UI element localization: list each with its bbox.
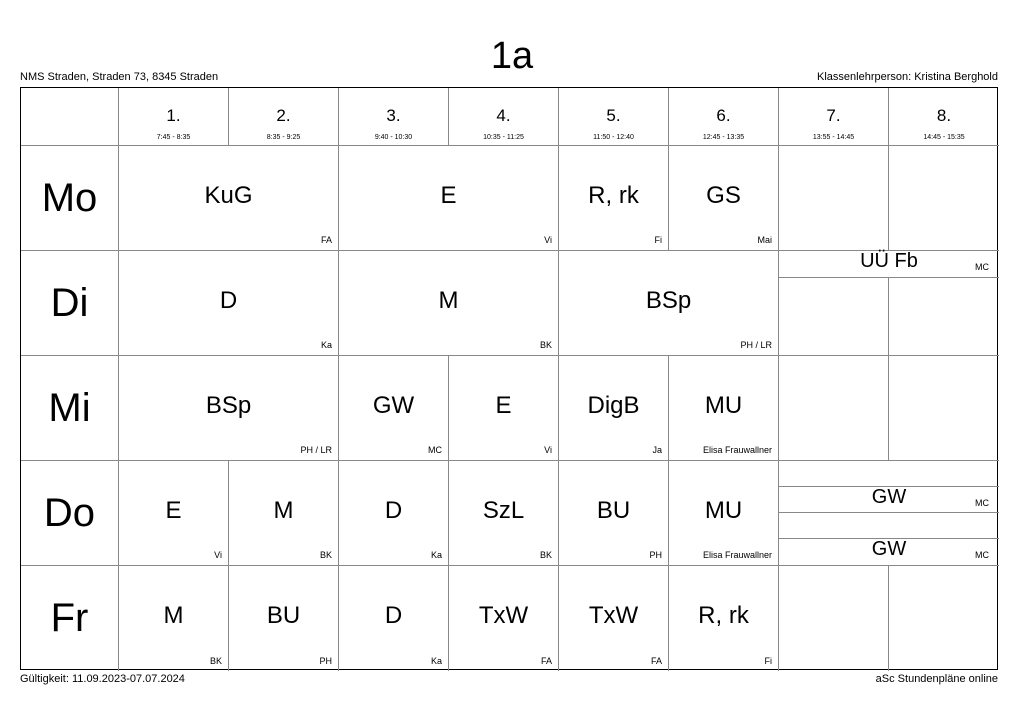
lesson-teacher: FA xyxy=(320,235,332,245)
class-title: 1a xyxy=(490,35,534,77)
period-header xyxy=(559,88,669,146)
lesson-cell[interactable] xyxy=(119,146,339,251)
period-time: 13:55 - 14:45 xyxy=(812,134,855,141)
lesson-subject: R, rk xyxy=(588,182,639,209)
lesson-subject: TxW xyxy=(588,602,639,629)
lesson-subject: GW xyxy=(871,538,907,560)
period-time: 14:45 - 15:35 xyxy=(923,134,965,141)
lesson-cell[interactable] xyxy=(339,251,559,356)
lesson-cell[interactable] xyxy=(449,566,559,671)
period-time: 10:35 - 11:25 xyxy=(483,134,524,141)
lesson-subject: E xyxy=(165,497,182,524)
lesson-cell[interactable] xyxy=(779,251,999,278)
period-number: 2. xyxy=(276,106,291,125)
lesson-cell[interactable] xyxy=(559,146,669,251)
lesson-teacher: MC xyxy=(428,445,442,455)
empty-cell xyxy=(779,513,999,539)
timetable-grid xyxy=(20,87,998,670)
period-time: 7:45 - 8:35 xyxy=(156,134,191,141)
lesson-subject: GW xyxy=(372,392,415,419)
lesson-subject: D xyxy=(384,497,403,524)
lesson-teacher: PH xyxy=(649,550,662,560)
lesson-cell[interactable] xyxy=(559,356,669,461)
lesson-subject: M xyxy=(163,602,184,629)
lesson-cell[interactable] xyxy=(559,251,779,356)
period-header xyxy=(339,88,449,146)
lesson-subject: MU xyxy=(704,392,743,419)
lesson-teacher: Vi xyxy=(544,235,552,245)
period-time: 8:35 - 9:25 xyxy=(266,134,301,141)
period-number: 7. xyxy=(826,106,841,125)
period-time: 11:50 - 12:40 xyxy=(593,134,634,141)
lesson-teacher: BK xyxy=(209,656,222,666)
lesson-cell[interactable] xyxy=(339,146,559,251)
lesson-teacher: BK xyxy=(539,550,552,560)
lesson-cell[interactable] xyxy=(119,251,339,356)
period-number: 8. xyxy=(936,106,952,125)
period-header xyxy=(779,88,889,146)
day-label: Do xyxy=(21,461,119,566)
lesson-teacher: Ka xyxy=(430,656,442,666)
period-header xyxy=(119,88,229,146)
empty-cell xyxy=(779,566,889,671)
software-credit: aSc Stundenpläne online xyxy=(875,673,998,685)
lesson-cell[interactable] xyxy=(669,566,779,671)
lesson-teacher: BK xyxy=(539,340,552,350)
lesson-cell[interactable] xyxy=(229,461,339,566)
lesson-subject: R, rk xyxy=(698,602,749,629)
lesson-teacher: MC xyxy=(975,262,989,272)
lesson-teacher: FA xyxy=(540,656,552,666)
lesson-cell[interactable] xyxy=(779,487,999,513)
lesson-teacher: FA xyxy=(650,656,662,666)
lesson-teacher: Elisa Frauwallner xyxy=(702,445,772,455)
lesson-subject: GW xyxy=(871,486,907,508)
lesson-teacher: Ka xyxy=(430,550,442,560)
period-number: 1. xyxy=(166,106,181,125)
class-teacher: Klassenlehrperson: Kristina Berghold xyxy=(817,71,998,83)
day-label: Mi xyxy=(21,356,119,461)
school-address: NMS Straden, Straden 73, 8345 Straden xyxy=(20,71,219,83)
lesson-cell[interactable] xyxy=(559,461,669,566)
lesson-teacher: Mai xyxy=(757,235,772,245)
empty-cell xyxy=(889,566,999,671)
lesson-subject: SzL xyxy=(482,497,525,524)
lesson-teacher: Elisa Frauwallner xyxy=(702,550,772,560)
validity-period: Gültigkeit: 11.09.2023-07.07.2024 xyxy=(20,673,185,685)
lesson-cell[interactable] xyxy=(119,356,339,461)
lesson-subject: D xyxy=(219,287,238,314)
empty-cell xyxy=(779,461,999,487)
lesson-cell[interactable] xyxy=(669,461,779,566)
empty-cell xyxy=(889,356,999,461)
lesson-cell[interactable] xyxy=(449,356,559,461)
lesson-subject: BSp xyxy=(205,392,252,419)
lesson-cell[interactable] xyxy=(339,356,449,461)
corner-cell xyxy=(21,88,119,146)
day-label: Mo xyxy=(21,146,119,251)
day-label: Di xyxy=(21,251,119,356)
lesson-subject: E xyxy=(495,392,512,419)
lesson-teacher: PH / LR xyxy=(300,445,332,455)
lesson-cell[interactable] xyxy=(339,461,449,566)
lesson-teacher: PH / LR xyxy=(740,340,772,350)
lesson-subject: TxW xyxy=(478,602,529,629)
lesson-subject: BSp xyxy=(645,287,692,314)
lesson-subject: M xyxy=(438,287,459,314)
lesson-subject: M xyxy=(273,497,294,524)
lesson-subject: D xyxy=(384,602,403,629)
lesson-subject: GS xyxy=(706,182,741,209)
lesson-subject: DigB xyxy=(587,392,640,419)
lesson-subject: MU xyxy=(704,497,743,524)
lesson-teacher: BK xyxy=(319,550,332,560)
lesson-cell[interactable] xyxy=(339,566,449,671)
period-number: 5. xyxy=(606,106,621,125)
day-label: Fr xyxy=(21,566,119,671)
empty-cell xyxy=(889,278,999,356)
period-time: 9:40 - 10:30 xyxy=(374,134,413,141)
lesson-teacher: PH xyxy=(319,656,332,666)
period-header xyxy=(669,88,779,146)
lesson-teacher: Fi xyxy=(654,235,662,245)
empty-cell xyxy=(779,356,889,461)
lesson-teacher: Vi xyxy=(544,445,552,455)
period-header xyxy=(889,88,999,146)
period-number: 6. xyxy=(716,106,731,125)
lesson-teacher: MC xyxy=(975,498,989,508)
lesson-subject: UÜ Fb xyxy=(860,250,918,272)
lesson-cell[interactable] xyxy=(779,539,999,566)
lesson-teacher: MC xyxy=(975,550,989,560)
empty-cell xyxy=(779,278,889,356)
lesson-teacher: Ka xyxy=(320,340,332,350)
lesson-teacher: Ja xyxy=(652,445,662,455)
lesson-cell[interactable] xyxy=(119,566,229,671)
lesson-subject: KuG xyxy=(204,182,253,209)
lesson-cell[interactable] xyxy=(119,461,229,566)
lesson-subject: BU xyxy=(596,497,631,524)
lesson-subject: BU xyxy=(266,602,301,629)
lesson-cell[interactable] xyxy=(669,356,779,461)
lesson-cell[interactable] xyxy=(559,566,669,671)
period-header xyxy=(229,88,339,146)
lesson-cell[interactable] xyxy=(449,461,559,566)
empty-cell xyxy=(779,146,889,251)
period-header xyxy=(449,88,559,146)
period-number: 3. xyxy=(386,106,401,125)
period-time: 12:45 - 13:35 xyxy=(702,134,745,141)
lesson-subject: E xyxy=(440,182,457,209)
lesson-cell[interactable] xyxy=(669,146,779,251)
lesson-teacher: Vi xyxy=(214,550,222,560)
lesson-teacher: Fi xyxy=(764,656,772,666)
empty-cell xyxy=(889,146,999,251)
period-number: 4. xyxy=(496,106,511,125)
lesson-cell[interactable] xyxy=(229,566,339,671)
